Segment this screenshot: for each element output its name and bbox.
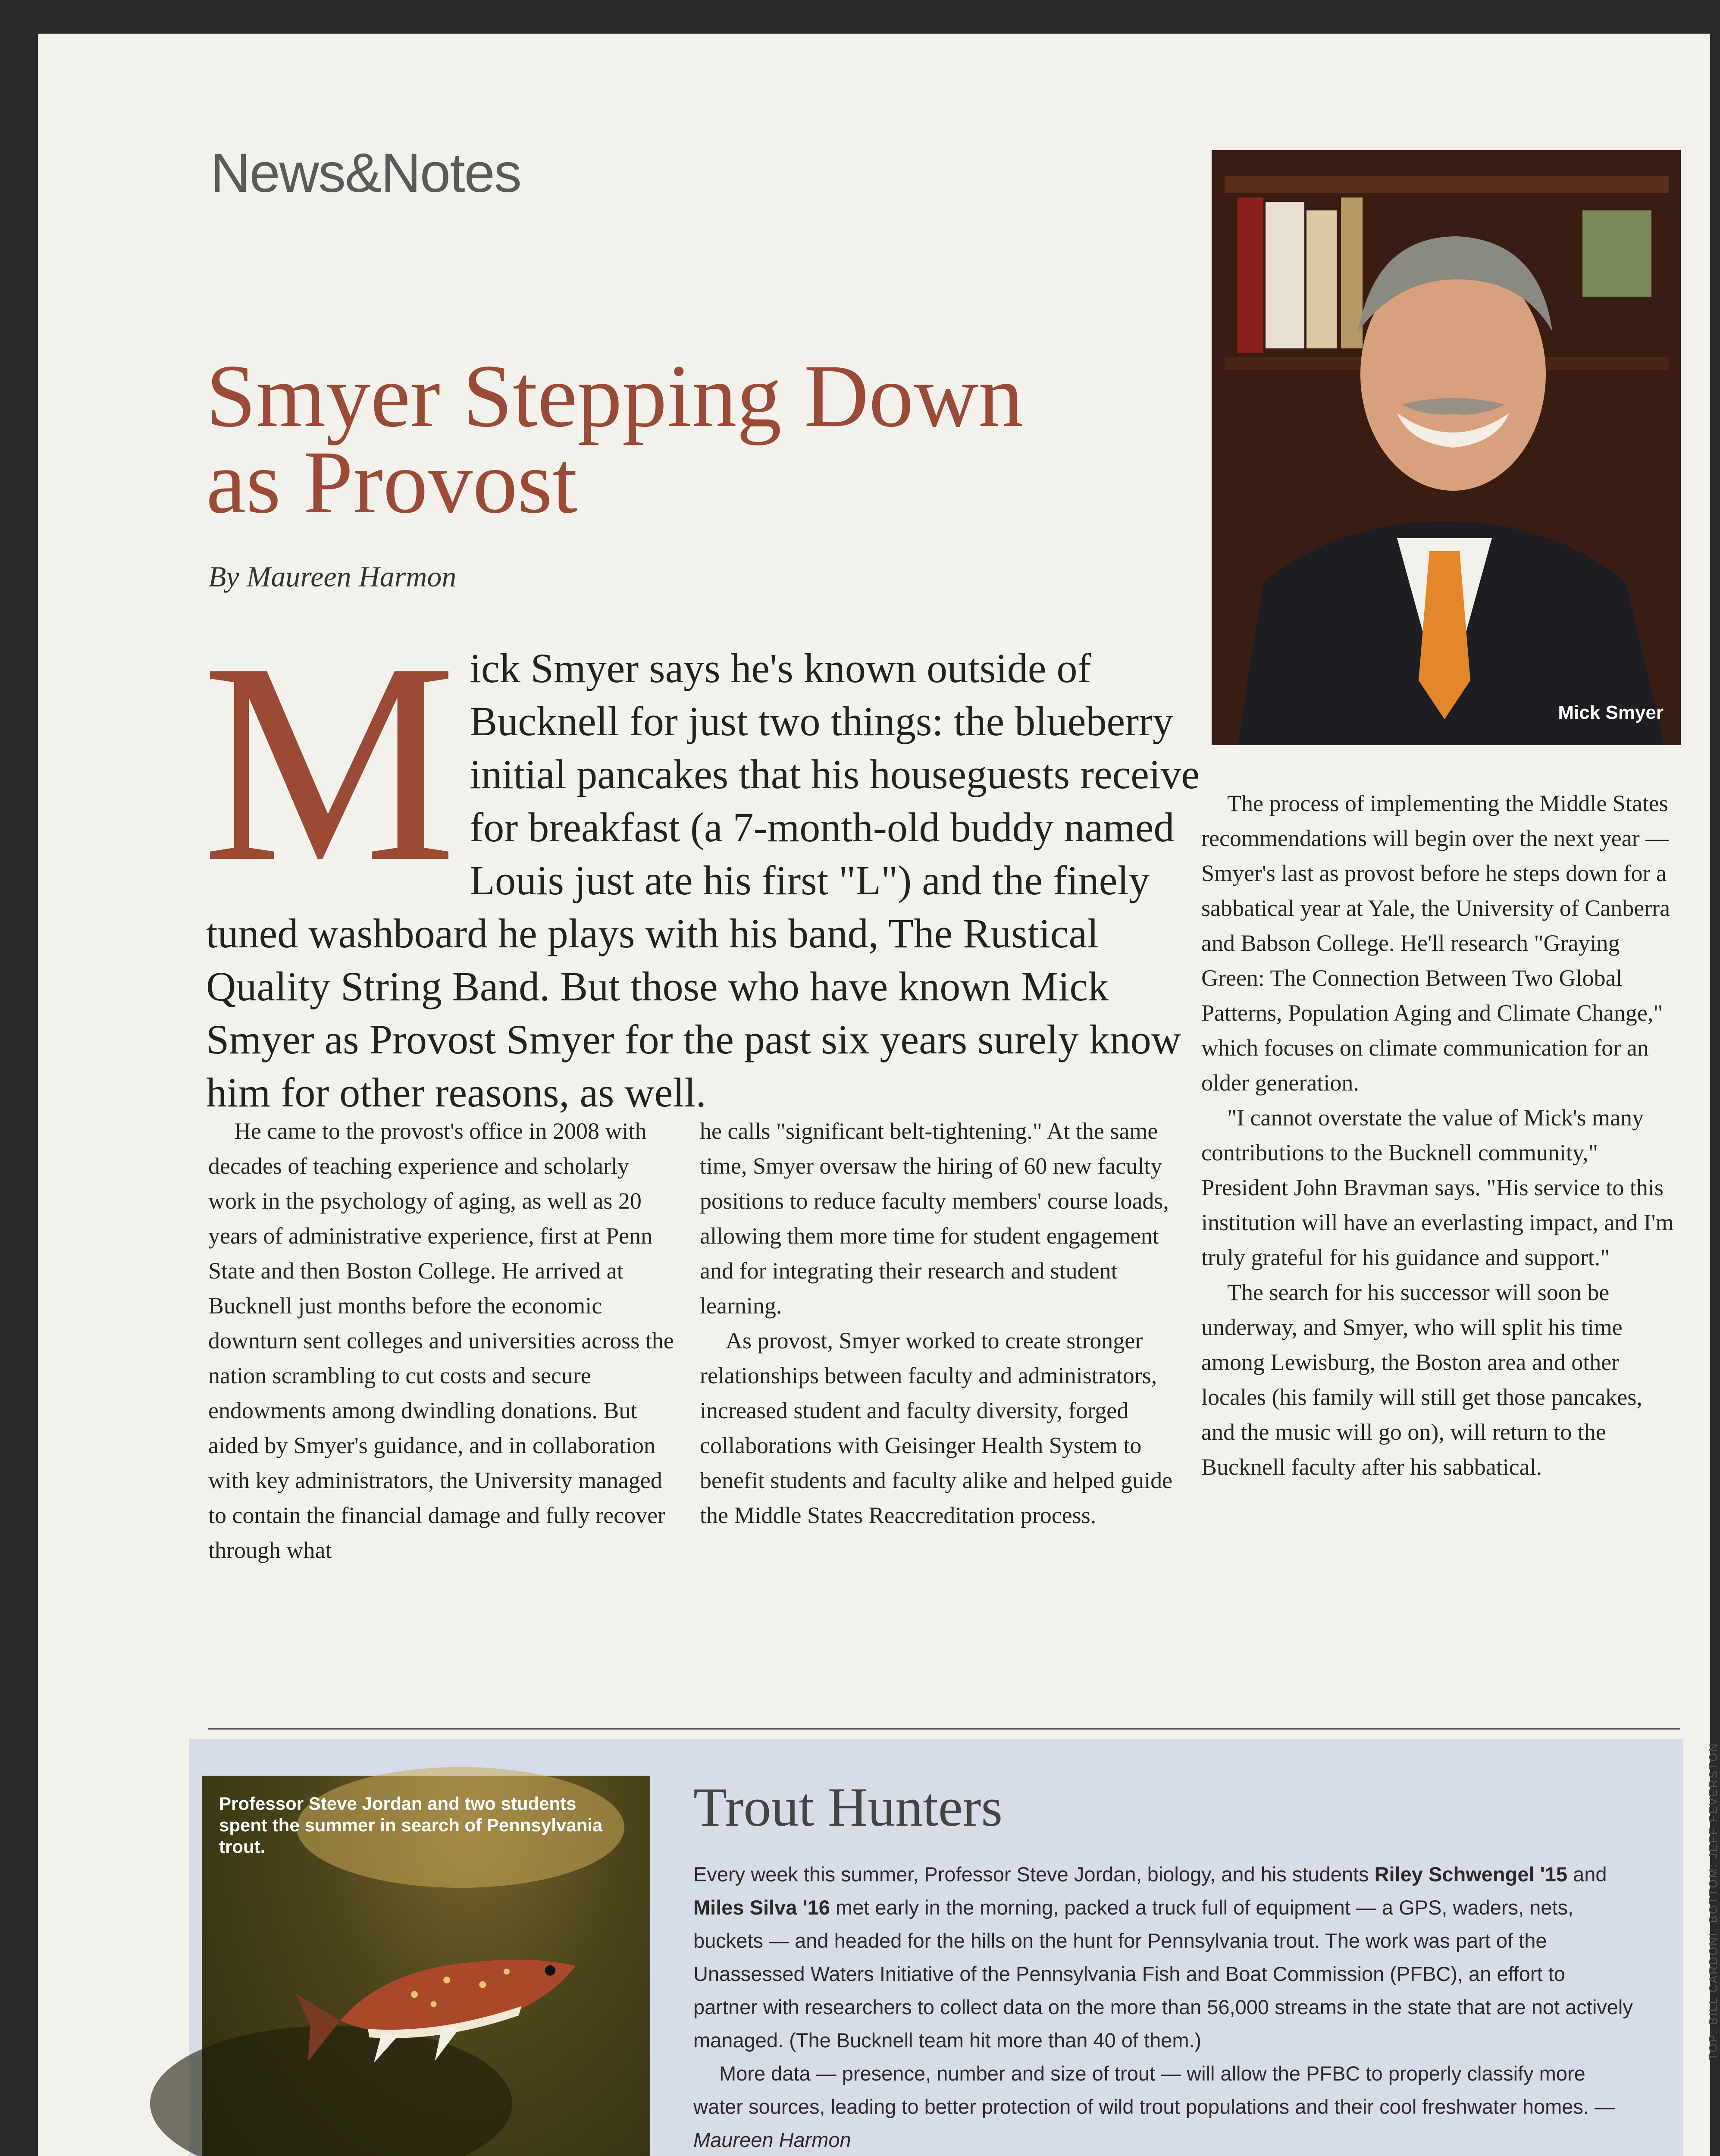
article-column-2 <box>700 1114 1174 1533</box>
article-intro <box>202 603 1206 1119</box>
article-paragraph-2: As provost, Smyer worked to create stronger relationships between faculty and administrators, increased student and faculty diversity, forged collaborations with Geisinger Health System to benefit students and faculty alike and helped guide the Middle States Reaccreditation process. <box>700 1328 1173 1528</box>
sidebar-title: Trout Hunters <box>693 1777 1003 1838</box>
sidebar-p2-text: More data — presence, number and size of trout — will allow the PFBC to properly classify more water sources, leading to better protection of wild trout populations and their cool freshwater homes. <box>693 2062 1589 2118</box>
article-column-1 <box>208 1114 674 1568</box>
photo-credit: TOP: BILL CARDONI; BOTTOM: JEFF FEVERSTON <box>1707 1742 1720 2060</box>
article-column-3 <box>1201 786 1680 1485</box>
portrait-photo <box>1212 150 1681 745</box>
trout-photo-caption: Professor Steve Jordan and two students spent the summer in search of Pennsylvania trout. <box>219 1793 603 1857</box>
sidebar-p1-text-b: and <box>1567 1863 1607 1886</box>
drop-cap: M <box>202 603 457 921</box>
article-paragraph-3: The process of implementing the Middle States recommendations will begin over the next year — Smyer's last as provost before he steps down for a sabbatical year at Yale, the University of Canberra and Babson College. He'll research "Graying Green: The Connection Between Two Global Patterns, Population Aging and Climate Change," which focuses on climate communication for an older generation. <box>1201 790 1670 1096</box>
article-headline <box>206 346 1155 532</box>
student-name-1: Riley Schwengel '15 <box>1374 1863 1568 1886</box>
headline-line-1: Smyer Stepping Down <box>206 346 1024 445</box>
sidebar-paragraph-2 <box>693 2057 1633 2156</box>
section-label: News&Notes <box>210 142 521 204</box>
article-paragraph-4: "I cannot overstate the value of Mick's many contributions to the Bucknell community," President John Bravman says. "His service to this institution will have an everlasting impact, and I'm truly grateful for his guidance and support." <box>1201 1105 1674 1270</box>
portrait-caption: Mick Smyer <box>1558 702 1664 723</box>
intro-text: ick Smyer says he's known outside of Bucknell for just two things: the blueberry initial pancakes that his houseguests receive for breakfast (a 7-month-old buddy named Louis just ate his first "L") and the finely tuned washboard he plays with his band, The Rustical Quality String Band. But those who have known Mick Smyer as Provost Smyer for the past six years surely know him for other reasons, as well. <box>206 645 1200 1116</box>
byline: By Maureen Harmon <box>208 560 457 593</box>
article-paragraph-1b: he calls "significant belt-tightening." At the same time, Smyer oversaw the hiring of 60 new faculty positions to reduce faculty members' course loads, allowing them more time for student engagement and for integrating their research and student learning. <box>700 1118 1169 1319</box>
portrait-illustration <box>1212 150 1681 745</box>
article-paragraph-5: The search for his successor will soon be underway, and Smyer, who will split his time among Lewisburg, the Boston area and other locales (his family will still get those pancakes, and the music will go on), will return to the Bucknell faculty after his sabbatical. <box>1201 1279 1642 1480</box>
sidebar-paragraph-1 <box>693 1858 1633 2057</box>
trout-photo <box>202 1776 650 2156</box>
section-divider <box>208 1728 1680 1730</box>
article-paragraph-1a: He came to the provost's office in 2008 with decades of teaching experience and scholarly work in the psychology of aging, as well as 20 years of administrative experience, first at Penn State and then Boston College. He arrived at Bucknell just months before the economic downturn sent colleges and universities across the nation scrambling to cut costs and secure endowments among dwindling donations. But aided by Smyer's guidance, and in collaboration with key administrators, the University managed to contain the financial damage and fully recover through what <box>208 1118 674 1563</box>
sidebar-signature: — Maureen Harmon <box>693 2095 1615 2151</box>
magazine-page <box>38 34 1720 2156</box>
headline-line-2: as Provost <box>206 432 577 532</box>
sidebar-p1-text-a: Every week this summer, Professor Steve Jordan, biology, and his students <box>693 1863 1375 1886</box>
sidebar-p1-text-c: met early in the morning, packed a truck full of equipment — a GPS, waders, nets, buckets — and headed for the hills on the hunt for Pennsylvania trout. The work was part of the Unassessed Waters Initiative of the Pennsylvania Fish and Boat Commission (PFBC), an effort to partner with researchers to collect data on the more than 56,000 streams in the state that are not actively managed. (The Bucknell team hit more than 40 of them.) <box>693 1896 1633 2052</box>
sidebar-body <box>693 1858 1633 2156</box>
student-name-2: Miles Silva '16 <box>693 1896 830 1919</box>
